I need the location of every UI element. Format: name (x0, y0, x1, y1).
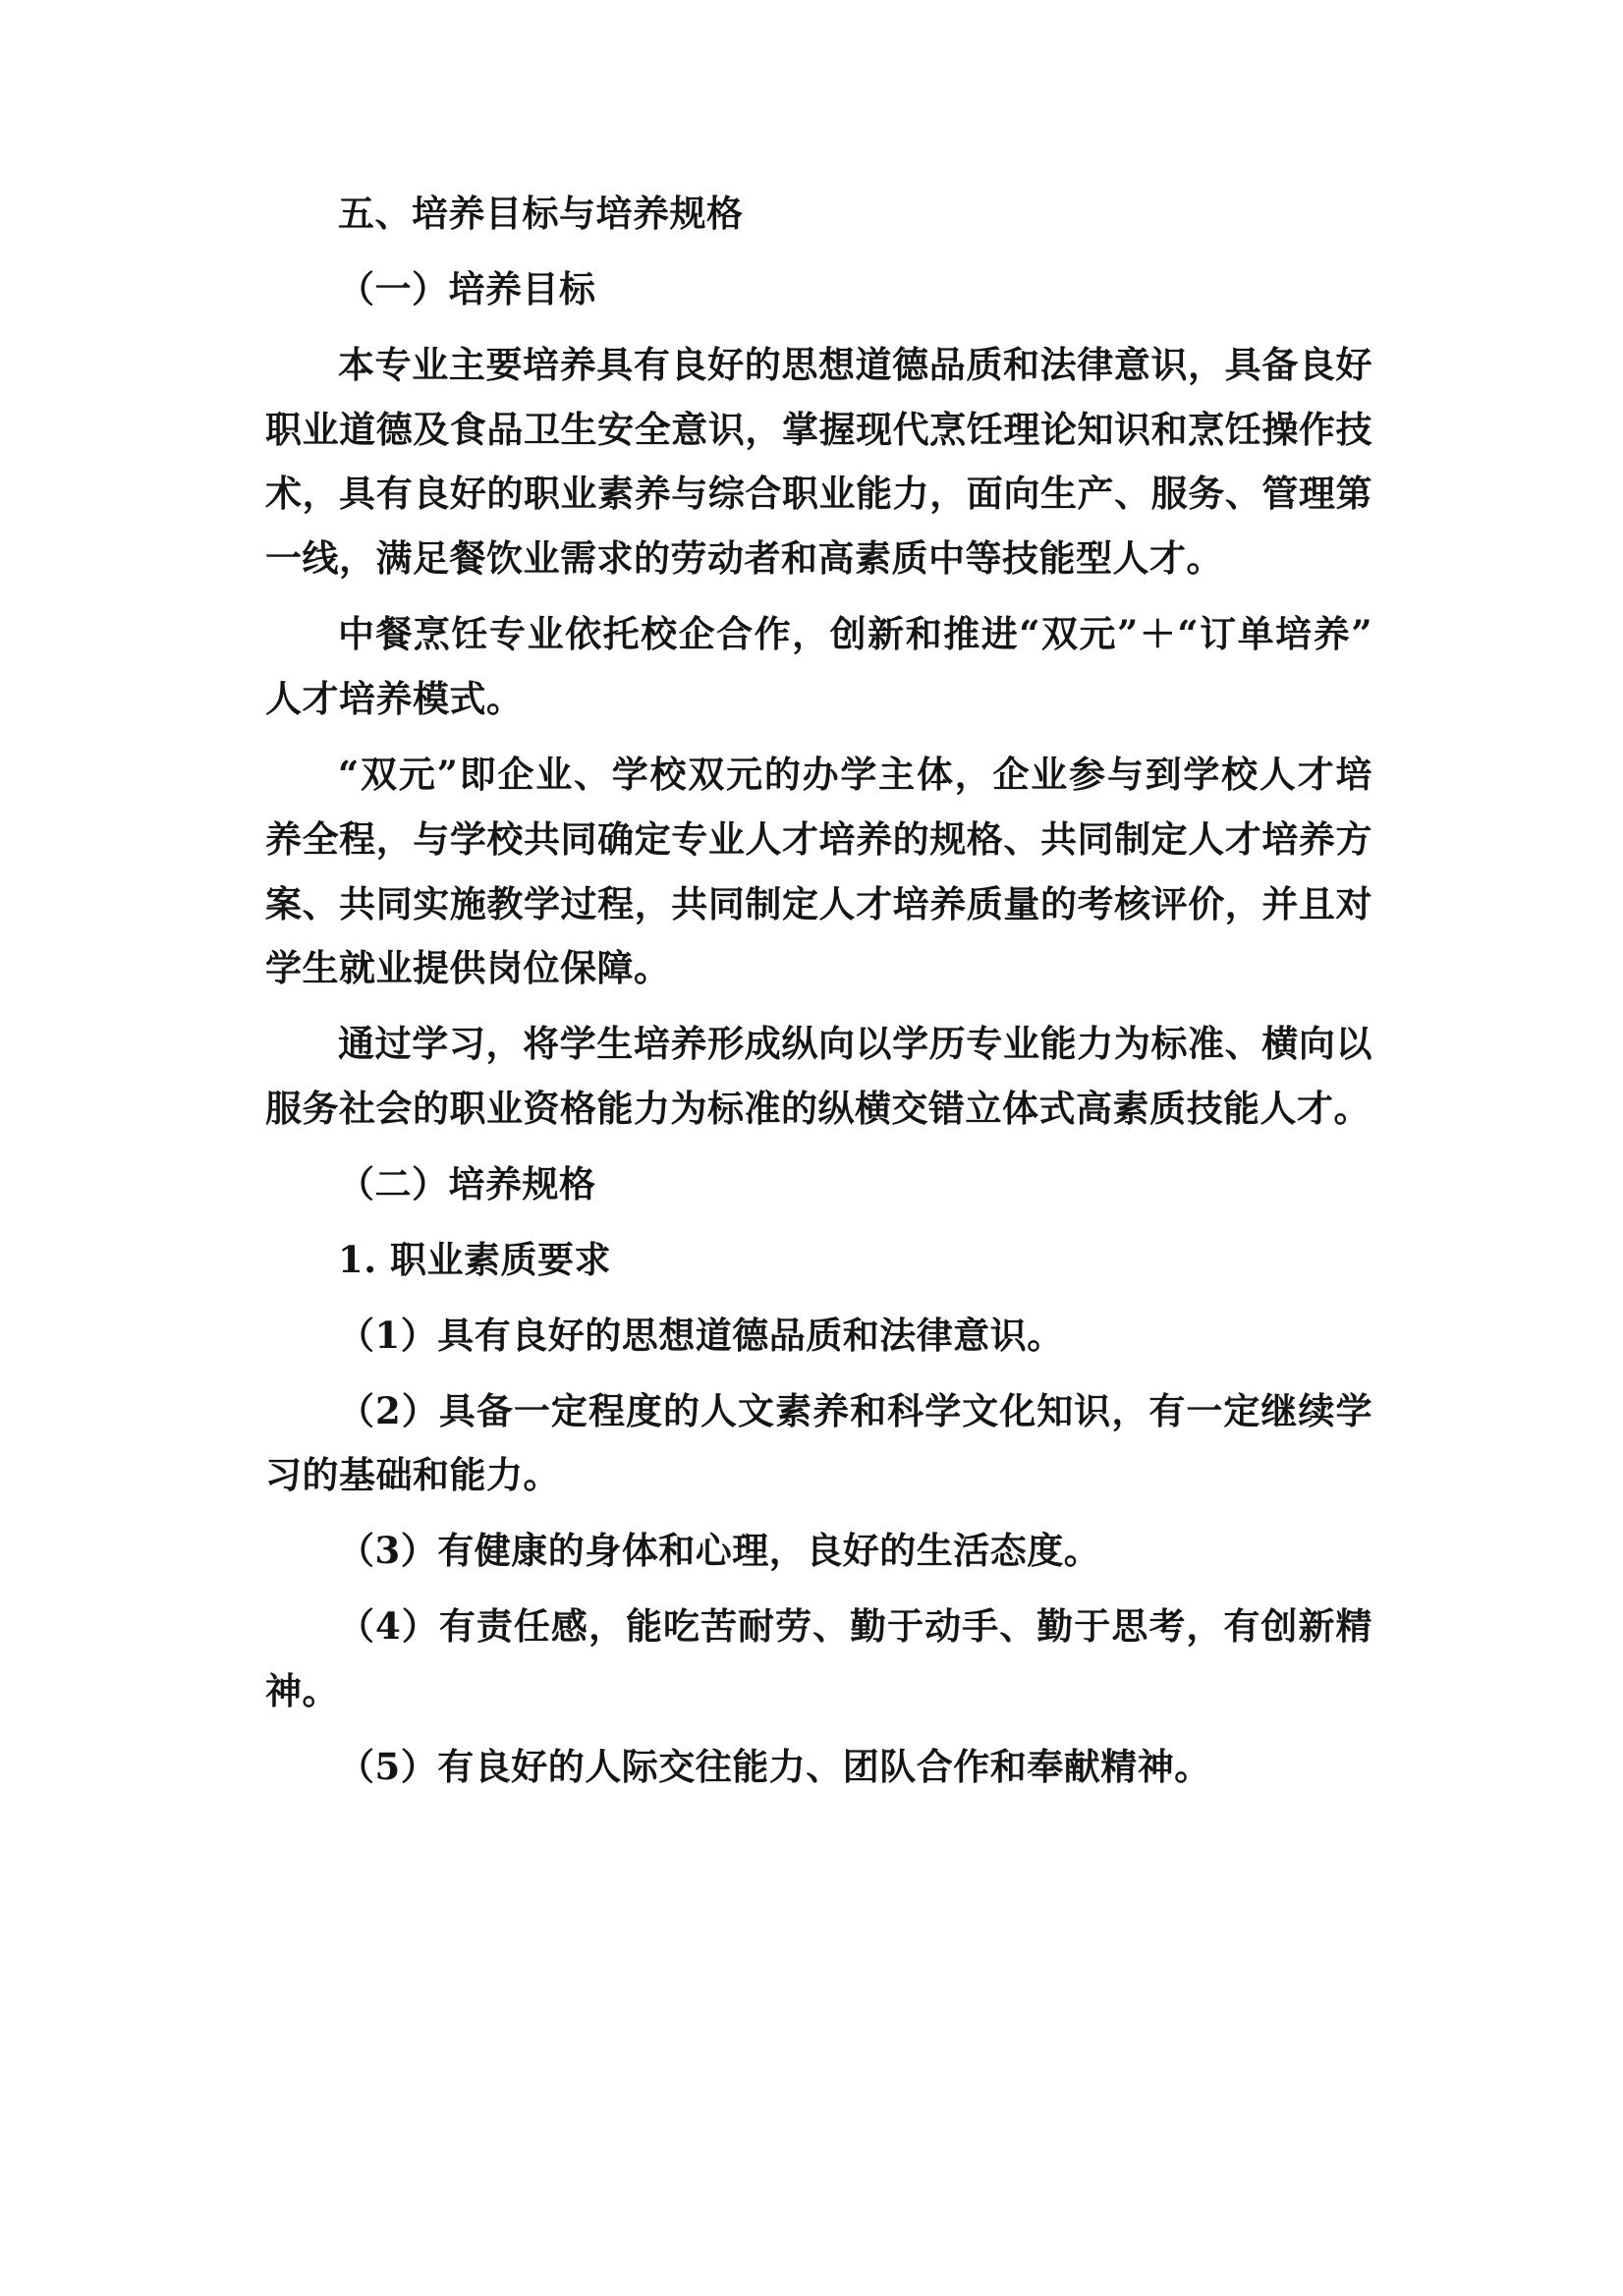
section-heading-5: 五、培养目标与培养规格 (338, 192, 744, 235)
paragraph-learning-outcome: 通过学习，将学生培养形成纵向以学历专业能力为标准、横向以服务社会的职业资格能力为标准的纵横交错立体式高素质技能人才。 (265, 1022, 1372, 1131)
list-item-4: （4）有责任感，能吃苦耐劳、勤于动手、勤于思考，有创新精神。 (265, 1604, 1372, 1713)
list-item-3: （3）有健康的身体和心理，良好的生活态度。 (338, 1529, 1101, 1573)
list-item-5: （5）有良好的人际交往能力、团队合作和奉献精神。 (338, 1744, 1211, 1788)
paragraph-training-objective: 本专业主要培养具有良好的思想道德品质和法律意识，具备良好职业道德及食品卫生安全意识，掌握现代烹饪理论知识和烹饪操作技术，具有良好的职业素养与综合职业能力，面向生产、服务、管理第一线，满足餐饮业需求的劳动者和高素质中等技能型人才。 (265, 342, 1372, 581)
list-item-1: （1）具有良好的思想道德品质和法律意识。 (338, 1313, 1064, 1357)
list-heading-professional-quality: 1. 职业素质要求 (338, 1237, 612, 1281)
list-item-2: （2）具备一定程度的人文素养和科学文化知识，有一定继续学习的基础和能力。 (265, 1388, 1372, 1497)
document-body (265, 182, 1372, 1800)
subsection-heading-training-specification: （二）培养规格 (338, 1162, 596, 1206)
paragraph-cooperation-model: 中餐烹饪专业依托校企合作，创新和推进“双元”＋“订单培养”人才培养模式。 (265, 612, 1372, 721)
subsection-heading-training-objective: （一）培养目标 (338, 266, 596, 310)
paragraph-dual-system: “双元”即企业、学校双元的办学主体，企业参与到学校人才培养全程，与学校共同确定专业人才培养的规格、共同制定人才培养方案、共同实施教学过程，共同制定人才培养质量的考核评价，并且对学生就业提供岗位保障。 (265, 752, 1372, 990)
